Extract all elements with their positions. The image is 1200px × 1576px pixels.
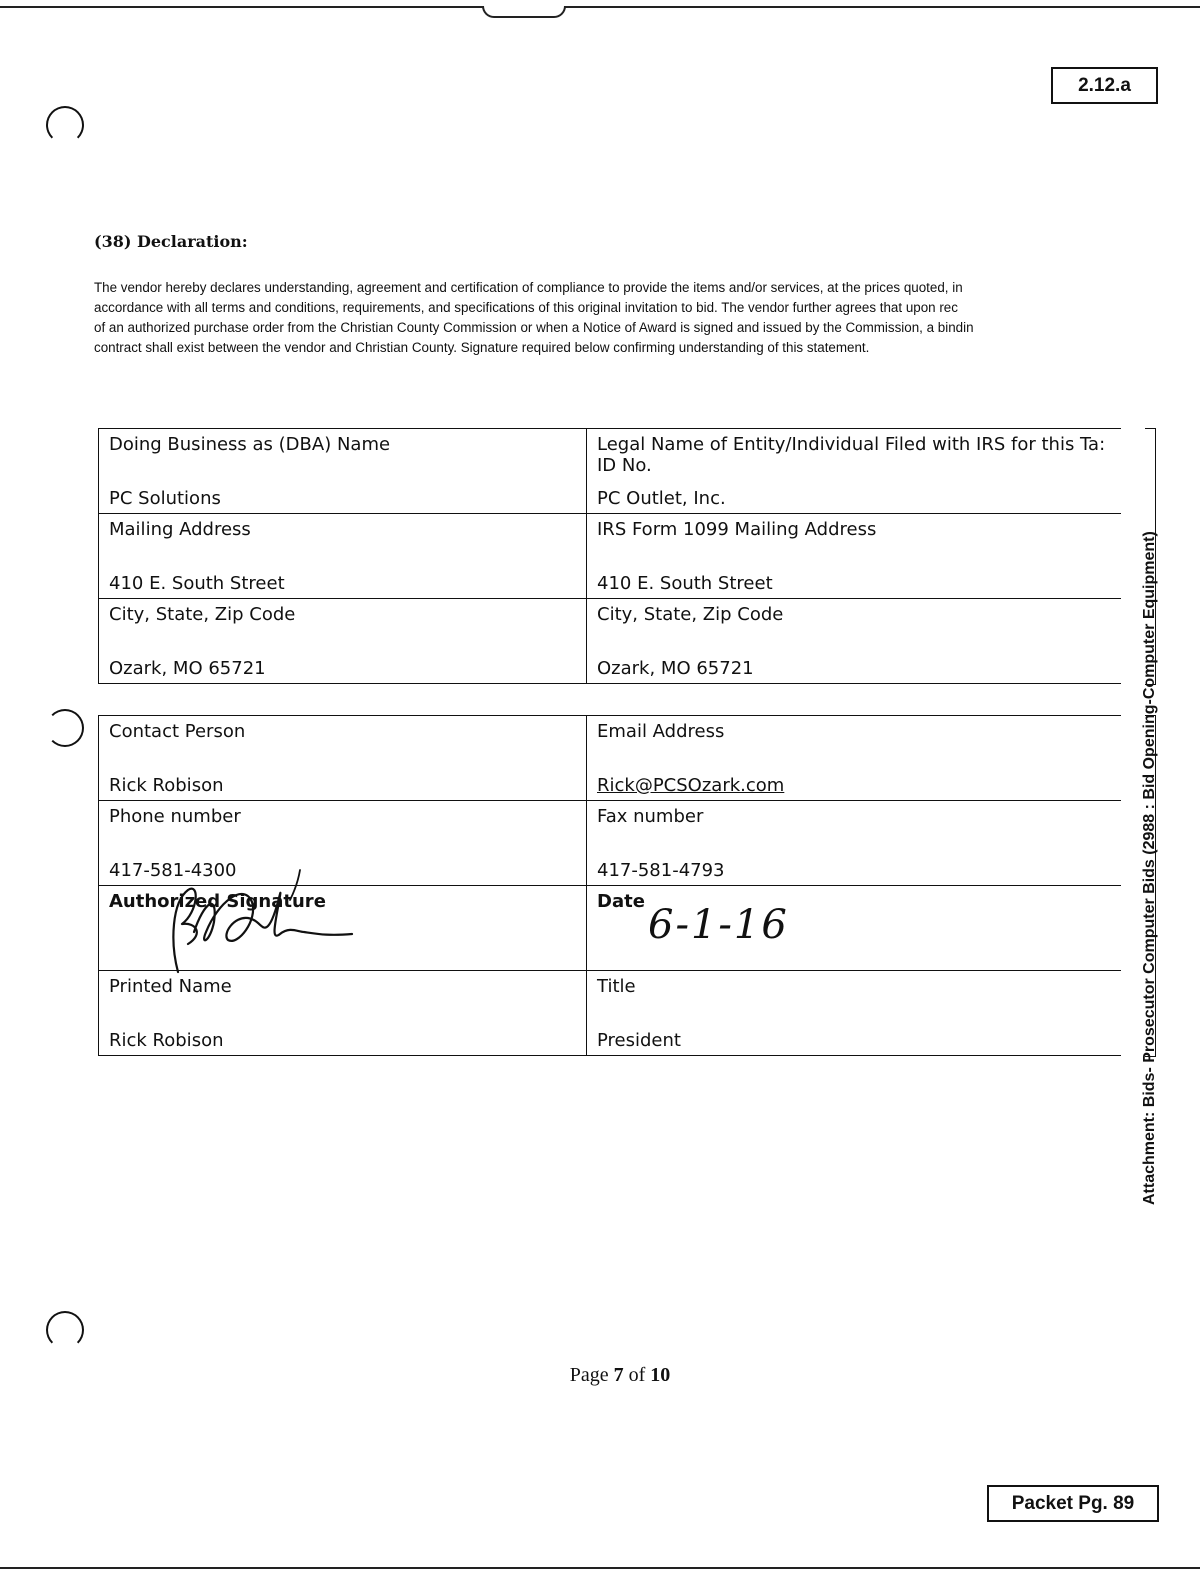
irs-city-state-zip-cell bbox=[587, 599, 1121, 684]
punch-hole-icon bbox=[46, 709, 84, 747]
contact-person-value: Rick Robison bbox=[109, 775, 224, 796]
city-state-zip-value: Ozark, MO 65721 bbox=[109, 658, 266, 679]
title-label: Title bbox=[597, 976, 636, 997]
irs-address-value: 410 E. South Street bbox=[597, 573, 773, 594]
date-label: Date bbox=[597, 891, 645, 912]
packet-page-number: Packet Pg. 89 bbox=[1011, 1492, 1135, 1514]
email-link[interactable]: Rick@PCSOzark.com bbox=[597, 775, 785, 796]
handwritten-signature bbox=[148, 862, 368, 982]
legal-name-value: PC Outlet, Inc. bbox=[597, 488, 726, 509]
declaration-line: accordance with all terms and conditions, requirements, and specifications of this original invitation to bid. The vendor further agrees that upon rec bbox=[94, 300, 958, 315]
bottom-edge-line bbox=[0, 1567, 1200, 1569]
page-middle: of bbox=[623, 1364, 651, 1386]
page-current: 7 bbox=[613, 1364, 624, 1386]
irs-address-cell bbox=[587, 514, 1121, 599]
declaration-line: of an authorized purchase order from the Christian County Commission or when a Notice of Award is signed and issued by the Commission, a bindin bbox=[94, 320, 974, 335]
irs-address-label: IRS Form 1099 Mailing Address bbox=[597, 519, 877, 540]
mailing-address-cell bbox=[99, 514, 587, 599]
table-row bbox=[99, 599, 1121, 684]
punch-hole-icon bbox=[46, 1311, 84, 1349]
reference-number: 2.12.a bbox=[1078, 74, 1131, 96]
city-state-zip-label: City, State, Zip Code bbox=[109, 604, 296, 625]
phone-label: Phone number bbox=[109, 806, 241, 827]
title-value: President bbox=[597, 1030, 681, 1051]
punch-hole-icon bbox=[46, 106, 84, 144]
dba-name-cell bbox=[99, 429, 587, 514]
dba-name-value: PC Solutions bbox=[109, 488, 221, 509]
city-state-zip-cell bbox=[99, 599, 587, 684]
top-edge-notch bbox=[482, 6, 566, 18]
email-cell bbox=[587, 716, 1121, 801]
reference-box bbox=[1051, 67, 1158, 104]
fax-value: 417-581-4793 bbox=[597, 860, 725, 881]
page-prefix: Page bbox=[569, 1364, 614, 1386]
legal-name-label: Legal Name of Entity/Individual Filed with IRS for this Ta: bbox=[597, 434, 1106, 455]
printed-name-label: Printed Name bbox=[109, 976, 232, 997]
declaration-line: The vendor hereby declares understanding, agreement and certification of compliance to provide the items and/or services, at the prices quoted, in bbox=[94, 280, 963, 295]
table-row bbox=[99, 716, 1121, 801]
printed-name-cell bbox=[99, 971, 587, 1056]
declaration-paragraph bbox=[94, 278, 1119, 368]
page-total: 10 bbox=[650, 1364, 671, 1386]
contact-person-label: Contact Person bbox=[109, 721, 246, 742]
attachment-side-label: Attachment: Bids- Prosecutor Computer Bids (2988 : Bid Opening-Computer Equipment) bbox=[1141, 531, 1158, 1205]
legal-name-cell bbox=[587, 429, 1121, 514]
packet-page-box bbox=[987, 1485, 1159, 1522]
section-heading: (38) Declaration: bbox=[94, 232, 248, 251]
legal-name-label-line2: ID No. bbox=[597, 455, 652, 476]
top-edge-line bbox=[0, 6, 1200, 8]
page-number bbox=[0, 1364, 1200, 1387]
table-row bbox=[99, 971, 1121, 1056]
printed-name-value: Rick Robison bbox=[109, 1030, 224, 1051]
table-row bbox=[99, 429, 1121, 514]
contact-person-cell bbox=[99, 716, 587, 801]
dba-name-label: Doing Business as (DBA) Name bbox=[109, 434, 391, 455]
fax-cell bbox=[587, 801, 1121, 886]
irs-city-state-zip-label: City, State, Zip Code bbox=[597, 604, 784, 625]
mailing-address-label: Mailing Address bbox=[109, 519, 251, 540]
declaration-line: contract shall exist between the vendor and Christian County. Signature required below confirming understanding of this statement. bbox=[94, 340, 870, 355]
phone-value: 417-581-4300 bbox=[109, 860, 237, 881]
signature-label: Authorized Signature bbox=[109, 891, 326, 912]
vendor-info-table bbox=[98, 428, 1121, 684]
table-row bbox=[99, 514, 1121, 599]
title-cell bbox=[587, 971, 1121, 1056]
irs-city-state-zip-value: Ozark, MO 65721 bbox=[597, 658, 754, 679]
email-label: Email Address bbox=[597, 721, 725, 742]
mailing-address-value: 410 E. South Street bbox=[109, 573, 285, 594]
handwritten-date: 6-1-16 bbox=[648, 902, 789, 948]
fax-label: Fax number bbox=[597, 806, 704, 827]
